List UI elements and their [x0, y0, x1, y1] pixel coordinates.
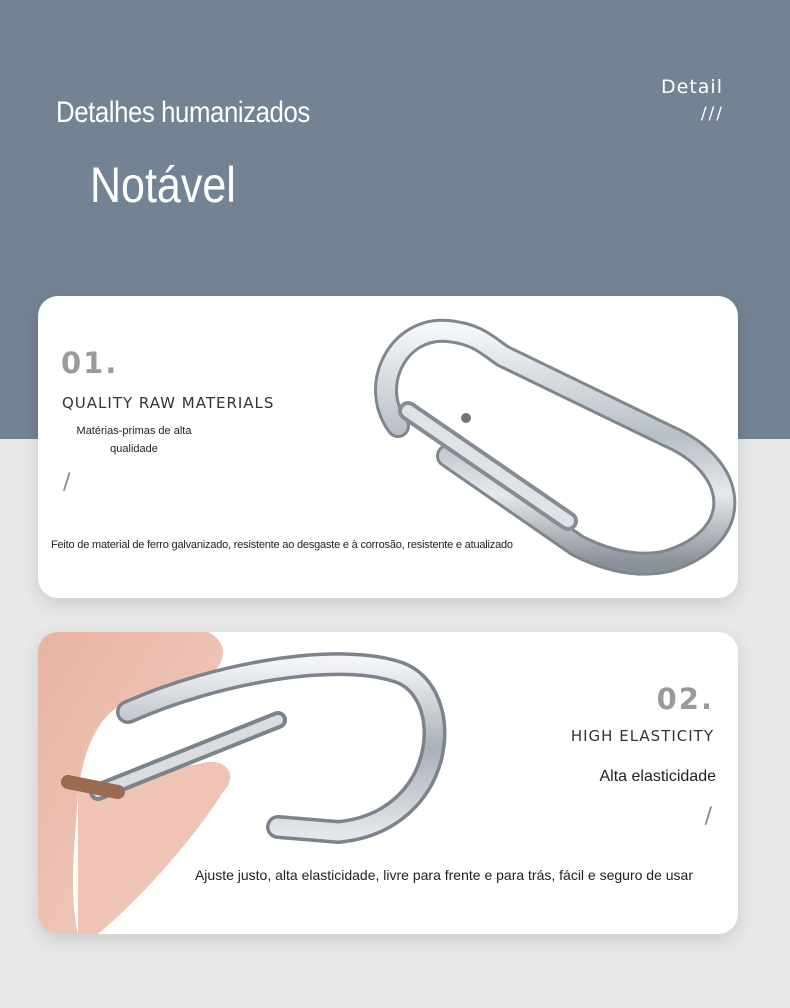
section-number: 02. [656, 682, 714, 716]
feature-card-materials [38, 296, 738, 598]
section-description: Feito de material de ferro galvanizado, resistente ao desgaste e à corrosão, resistente e atualizado [51, 539, 513, 551]
section-divider: / [704, 804, 712, 829]
section-number: 01. [61, 346, 119, 380]
page-subtitle: Detalhes humanizados [56, 96, 310, 129]
section-heading-en: HIGH ELASTICITY [570, 727, 714, 745]
section-heading-en: QUALITY RAW MATERIALS [62, 394, 275, 412]
section-heading-pt: Alta elasticidade [599, 768, 716, 785]
detail-slashes: /// [700, 104, 724, 124]
section-heading-pt: Matérias-primas de alta qualidade [76, 425, 192, 455]
section-divider: / [63, 470, 71, 495]
hand-holding-carabiner-image [38, 632, 458, 934]
detail-label: Detail [661, 76, 723, 98]
page-title: Notável [90, 157, 236, 213]
feature-card-elasticity [38, 632, 738, 934]
carabiner-image [338, 306, 738, 586]
section-description: Ajuste justo, alta elasticidade, livre para frente e para trás, fácil e seguro de usar [194, 867, 693, 883]
